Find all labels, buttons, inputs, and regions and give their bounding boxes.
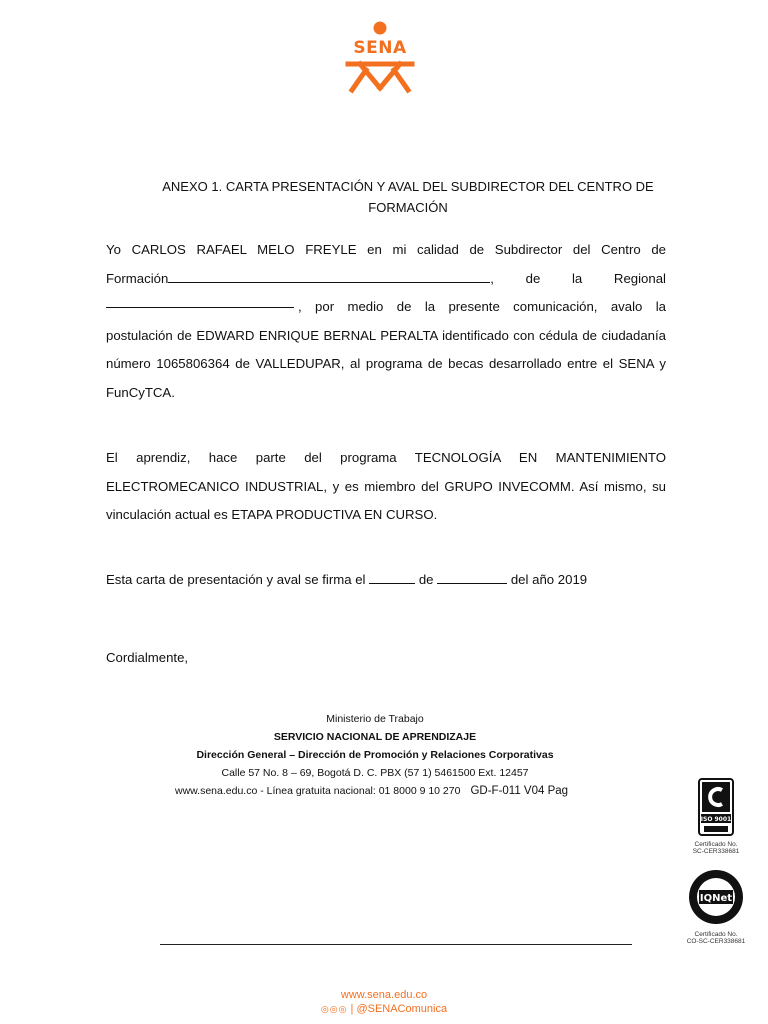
p3-text-a: Esta carta de presentación y aval se firma el (106, 572, 366, 587)
footer-direction: Dirección General – Dirección de Promoción y Relaciones Corporativas (196, 749, 554, 761)
sena-logo (342, 20, 418, 94)
footer-service: SERVICIO NACIONAL DE APRENDIZAJE (273, 731, 477, 743)
p1-line-2 (106, 265, 666, 294)
p1-word-de: de (525, 270, 541, 286)
website-link[interactable]: www.sena.edu.co (340, 989, 428, 1001)
footer-web-line (120, 782, 630, 800)
closing-text: Cordialmente, (106, 650, 189, 665)
regional-blank (106, 293, 294, 308)
paragraph-endorsement (106, 236, 666, 407)
p1-comma: , (490, 270, 494, 286)
day-blank (369, 569, 415, 584)
p2-line-2: ELECTROMECANICO INDUSTRIAL, y es miembro del GRUPO INVECOMM. Así mismo, su (106, 478, 666, 494)
p2-line-3: vinculación actual es ETAPA PRODUCTIVA EN CURSO. (106, 507, 438, 522)
p1-line-5: número 1065806364 de VALLEDUPAR, al programa de becas desarrollado entre el SENA y (106, 356, 666, 371)
iqnet-certification (684, 868, 748, 945)
closing (106, 644, 666, 673)
month-blank (437, 569, 507, 584)
footer-web: www.sena.edu.co - Línea gratuita nacional: 01 8000 9 10 270 (175, 785, 461, 797)
iso-cert-label: Certificado No. (694, 841, 738, 848)
p3-text-b: de (418, 572, 434, 587)
footer-info (120, 710, 630, 800)
bottom-links (300, 988, 468, 1016)
iso-cert-number: SC-CER338681 (692, 848, 740, 855)
p1-line-3-text: , por medio de la presente comunicación, avalo la (298, 299, 666, 314)
signature-line (160, 944, 632, 945)
iso-9001-badge-icon (698, 778, 734, 836)
iqnet-text: IQNet (699, 893, 733, 904)
social-icons: ◎◎◎ (320, 1004, 348, 1014)
iqnet-cert-label: Certificado No. (694, 931, 738, 938)
p3-text-c: del año 2019 (510, 572, 588, 587)
paragraph-apprentice (106, 444, 666, 530)
paragraph-signature-date (106, 566, 666, 595)
p1-line-1: Yo CARLOS RAFAEL MELO FREYLE en mi calidad de Subdirector del Centro de (106, 242, 666, 257)
p1-line-6: FunCyTCA. (106, 384, 175, 400)
logo-text: SENA (353, 38, 407, 58)
p2-line-1: El aprendiz, hace parte del programa TECNOLOGÍA EN MANTENIMIENTO (106, 450, 666, 465)
footer-address: Calle 57 No. 8 – 69, Bogotá D. C. PBX (57 1) 5461500 Ext. 12457 (221, 767, 529, 779)
iso-certification (688, 778, 744, 855)
centro-formacion-blank (168, 268, 490, 283)
social-handle[interactable]: @SENAComunica (356, 1003, 448, 1015)
p1-line-4: postulación de EDWARD ENRIQUE BERNAL PERALTA identificado con cédula de ciudadanía (106, 327, 666, 343)
iqnet-seal-icon (687, 868, 745, 926)
p1-formacion-label: Formación (106, 270, 169, 286)
iqnet-cert-number: CO-SC-CER338681 (686, 938, 746, 945)
p1-line-3 (106, 293, 666, 322)
p1-word-la: la (571, 270, 583, 286)
title-line-1: ANEXO 1. CARTA PRESENTACIÓN Y AVAL DEL SUBDIRECTOR DEL CENTRO DE (162, 179, 654, 194)
footer-ministry: Ministerio de Trabajo (326, 713, 424, 725)
p1-word-regional: Regional (613, 270, 666, 286)
document-code: GD-F-011 V04 Pag (470, 785, 569, 797)
iso-badge-text: ISO 9001 (700, 816, 732, 823)
social-line: ◎◎◎ | @SENAComunica (320, 1003, 448, 1015)
document-title (150, 176, 666, 218)
p3-line (106, 566, 666, 595)
title-line-2: FORMACIÓN (368, 200, 448, 215)
